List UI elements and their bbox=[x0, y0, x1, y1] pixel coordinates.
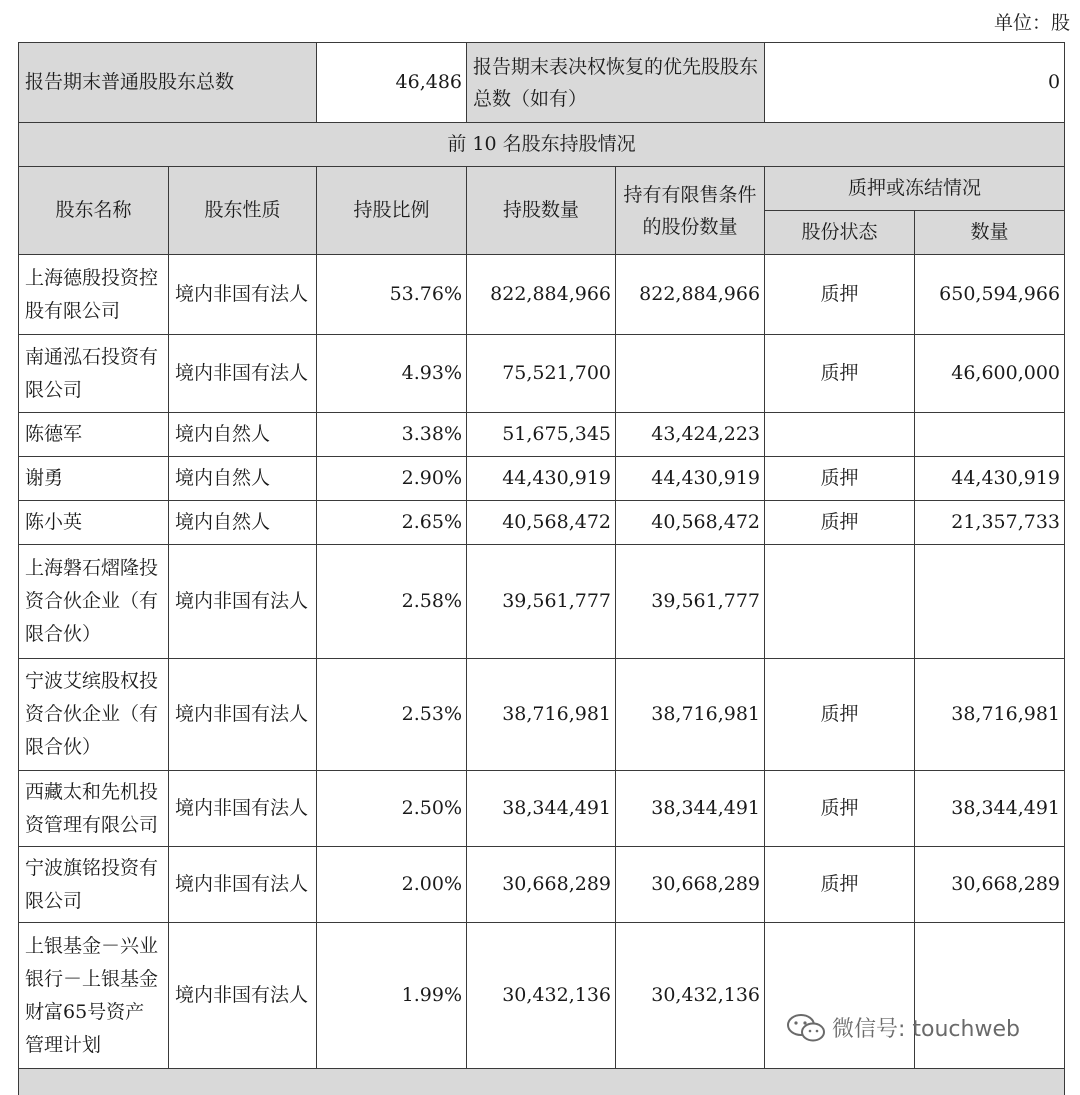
pledge-quantity bbox=[915, 923, 1065, 1069]
table-row bbox=[19, 255, 1065, 335]
holding-quantity: 822,884,966 bbox=[467, 255, 616, 335]
holding-quantity: 38,344,491 bbox=[467, 771, 616, 847]
shareholder-name: 谢勇 bbox=[19, 457, 169, 501]
pledge-quantity: 38,344,491 bbox=[915, 771, 1065, 847]
holding-quantity: 38,716,981 bbox=[467, 659, 616, 771]
shareholder-nature: 境内非国有法人 bbox=[169, 659, 317, 771]
pledge-quantity bbox=[915, 413, 1065, 457]
holding-ratio: 2.00% bbox=[317, 847, 467, 923]
pledge-status bbox=[765, 923, 915, 1069]
pledge-status bbox=[765, 545, 915, 659]
shareholder-nature: 境内自然人 bbox=[169, 501, 317, 545]
table-row bbox=[19, 771, 1065, 847]
unit-label: 单位：股 bbox=[993, 12, 1070, 34]
pledge-status: 质押 bbox=[765, 457, 915, 501]
table-row bbox=[19, 413, 1065, 457]
preferred-holders-value: 0 bbox=[765, 43, 1065, 123]
holding-ratio: 2.58% bbox=[317, 545, 467, 659]
shareholder-nature: 境内非国有法人 bbox=[169, 255, 317, 335]
restricted-quantity: 38,716,981 bbox=[616, 659, 765, 771]
holding-quantity: 51,675,345 bbox=[467, 413, 616, 457]
shareholder-nature: 境内非国有法人 bbox=[169, 847, 317, 923]
holding-ratio: 2.50% bbox=[317, 771, 467, 847]
holding-ratio: 2.53% bbox=[317, 659, 467, 771]
pledge-status: 质押 bbox=[765, 847, 915, 923]
pledge-quantity bbox=[915, 545, 1065, 659]
pledge-status: 质押 bbox=[765, 659, 915, 771]
restricted-quantity: 38,344,491 bbox=[616, 771, 765, 847]
header-pledge-status: 股份状态 bbox=[765, 211, 915, 255]
restricted-quantity: 40,568,472 bbox=[616, 501, 765, 545]
holding-ratio: 3.38% bbox=[317, 413, 467, 457]
pledge-status: 质押 bbox=[765, 501, 915, 545]
shareholder-name: 南通泓石投资有限公司 bbox=[19, 335, 169, 413]
holding-ratio: 2.90% bbox=[317, 457, 467, 501]
summary-row bbox=[19, 43, 1065, 123]
pledge-status bbox=[765, 413, 915, 457]
shareholder-name: 陈德军 bbox=[19, 413, 169, 457]
header-pledge-quantity: 数量 bbox=[915, 211, 1065, 255]
section-title: 前 10 名股东持股情况 bbox=[19, 123, 1065, 167]
wechat-watermark bbox=[786, 1012, 1020, 1043]
holding-quantity: 40,568,472 bbox=[467, 501, 616, 545]
shareholder-nature: 境内非国有法人 bbox=[169, 545, 317, 659]
pledge-quantity: 21,357,733 bbox=[915, 501, 1065, 545]
shareholder-table bbox=[18, 42, 1065, 1095]
wechat-icon bbox=[786, 1013, 826, 1043]
holding-quantity: 44,430,919 bbox=[467, 457, 616, 501]
holding-ratio: 4.93% bbox=[317, 335, 467, 413]
restricted-quantity bbox=[616, 335, 765, 413]
header-restricted: 持有有限售条件的股份数量 bbox=[616, 167, 765, 255]
shareholder-name: 上海德殷投资控股有限公司 bbox=[19, 255, 169, 335]
shareholder-nature: 境内自然人 bbox=[169, 457, 317, 501]
table-row bbox=[19, 847, 1065, 923]
holding-ratio: 53.76% bbox=[317, 255, 467, 335]
shareholder-name: 西藏太和先机投资管理有限公司 bbox=[19, 771, 169, 847]
common-holders-label: 报告期末普通股股东总数 bbox=[19, 43, 317, 123]
shareholder-name: 陈小英 bbox=[19, 501, 169, 545]
table-row bbox=[19, 457, 1065, 501]
cut-off-section bbox=[19, 1069, 1065, 1095]
cut-off-row bbox=[19, 1069, 1065, 1095]
table-row bbox=[19, 545, 1065, 659]
common-holders-value: 46,486 bbox=[317, 43, 467, 123]
table-row bbox=[19, 501, 1065, 545]
header-ratio: 持股比例 bbox=[317, 167, 467, 255]
shareholder-nature: 境内非国有法人 bbox=[169, 771, 317, 847]
pledge-quantity: 38,716,981 bbox=[915, 659, 1065, 771]
pledge-quantity: 44,430,919 bbox=[915, 457, 1065, 501]
header-name: 股东名称 bbox=[19, 167, 169, 255]
holding-ratio: 1.99% bbox=[317, 923, 467, 1069]
pledge-quantity: 46,600,000 bbox=[915, 335, 1065, 413]
preferred-holders-label: 报告期末表决权恢复的优先股股东总数（如有） bbox=[467, 43, 765, 123]
restricted-quantity: 30,668,289 bbox=[616, 847, 765, 923]
holding-quantity: 30,432,136 bbox=[467, 923, 616, 1069]
header-row bbox=[19, 167, 1065, 211]
shareholder-name: 宁波艾缤股权投资合伙企业（有限合伙） bbox=[19, 659, 169, 771]
header-nature: 股东性质 bbox=[169, 167, 317, 255]
header-quantity: 持股数量 bbox=[467, 167, 616, 255]
shareholder-name: 上银基金－兴业银行－上银基金财富65号资产管理计划 bbox=[19, 923, 169, 1069]
holding-quantity: 39,561,777 bbox=[467, 545, 616, 659]
pledge-quantity: 650,594,966 bbox=[915, 255, 1065, 335]
restricted-quantity: 30,432,136 bbox=[616, 923, 765, 1069]
holding-quantity: 75,521,700 bbox=[467, 335, 616, 413]
restricted-quantity: 822,884,966 bbox=[616, 255, 765, 335]
shareholder-name: 宁波旗铭投资有限公司 bbox=[19, 847, 169, 923]
table-row bbox=[19, 659, 1065, 771]
shareholder-nature: 境内非国有法人 bbox=[169, 335, 317, 413]
shareholder-nature: 境内非国有法人 bbox=[169, 923, 317, 1069]
pledge-status: 质押 bbox=[765, 255, 915, 335]
holding-quantity: 30,668,289 bbox=[467, 847, 616, 923]
header-pledge-group: 质押或冻结情况 bbox=[765, 167, 1065, 211]
table-row bbox=[19, 923, 1065, 1069]
pledge-quantity: 30,668,289 bbox=[915, 847, 1065, 923]
section-title-row bbox=[19, 123, 1065, 167]
pledge-status: 质押 bbox=[765, 335, 915, 413]
watermark-text: 微信号: touchweb bbox=[832, 1017, 1020, 1042]
holding-ratio: 2.65% bbox=[317, 501, 467, 545]
restricted-quantity: 39,561,777 bbox=[616, 545, 765, 659]
table-row bbox=[19, 335, 1065, 413]
pledge-status: 质押 bbox=[765, 771, 915, 847]
shareholder-nature: 境内自然人 bbox=[169, 413, 317, 457]
restricted-quantity: 44,430,919 bbox=[616, 457, 765, 501]
restricted-quantity: 43,424,223 bbox=[616, 413, 765, 457]
shareholder-name: 上海磐石熠隆投资合伙企业（有限合伙） bbox=[19, 545, 169, 659]
